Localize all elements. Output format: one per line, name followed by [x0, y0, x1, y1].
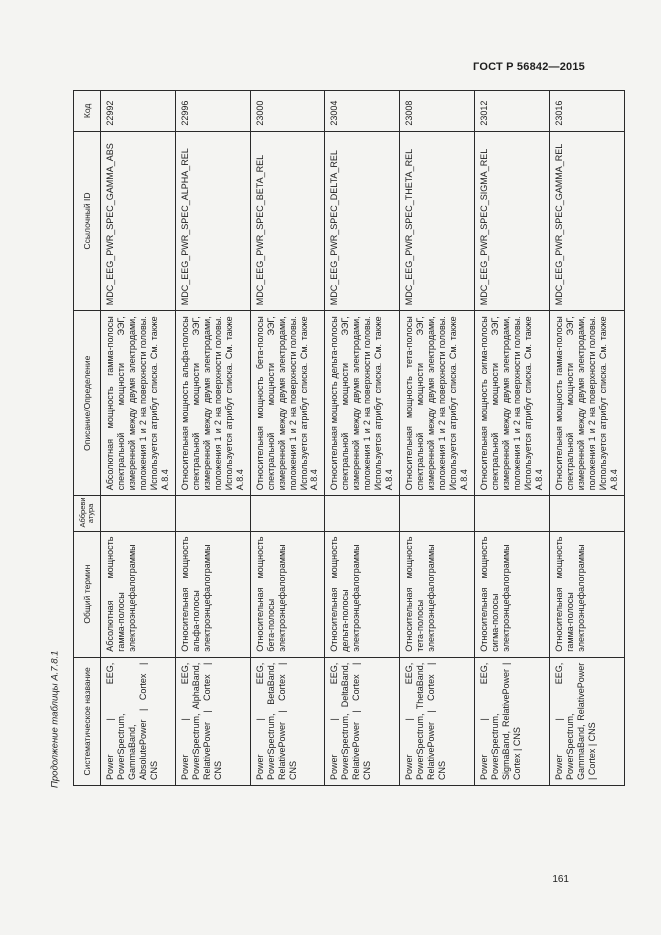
- header-reference-id: Ссылочный ID: [74, 131, 101, 311]
- eeg-terms-table: [73, 90, 625, 786]
- document-standard-number: ГОСТ Р 56842—2015: [473, 61, 585, 73]
- cell-description: Относительная мощность гамма-полосы спектральной мощности ЭЭГ, измеренной между двумя электродами, положения 1 и 2 на поверхности головы. Используется атрибут списка. См. также А.8.4: [549, 311, 624, 496]
- table-row: [549, 91, 624, 786]
- cell-abbreviation: [325, 496, 400, 531]
- cell-common-term: Относительная мощность дельта-полосы электроэнцефалограммы: [325, 531, 400, 657]
- cell-description: Относительная мощность альфа-полосы спектральной мощности ЭЭГ, измеренной между двумя электродами, положения 1 и 2 на поверхности головы. Используется атрибут списка. См. также А.8.4: [175, 311, 250, 496]
- cell-code: 23008: [400, 91, 475, 132]
- cell-systematic-name: Power | EEG, PowerSpectrum, GammaBand, AbsolutePower | Cortex | CNS: [101, 657, 176, 785]
- cell-description: Относительная мощность бета-полосы спектральной мощности ЭЭГ, измеренной между двумя электродами, положения 1 и 2 на поверхности головы. Используется атрибут списка. См. также А.8.4: [250, 311, 325, 496]
- cell-reference-id: MDC_EEG_PWR_SPEC_THETA_REL: [400, 131, 475, 311]
- table-row: [101, 91, 176, 786]
- cell-reference-id: MDC_EEG_PWR_SPEC_BETA_REL: [250, 131, 325, 311]
- table-row: [475, 91, 550, 786]
- cell-code: 22996: [175, 91, 250, 132]
- cell-reference-id: MDC_EEG_PWR_SPEC_DELTA_REL: [325, 131, 400, 311]
- cell-common-term: Относительная мощность сигма-полосы электроэнцефалограммы: [475, 531, 550, 657]
- cell-reference-id: MDC_EEG_PWR_SPEC_GAMMA_REL: [549, 131, 624, 311]
- cell-systematic-name: Power | EEG, PowerSpectrum, GammaBand, RelativePower | Cortex | CNS: [549, 657, 624, 785]
- page-number: 161: [552, 874, 569, 885]
- cell-abbreviation: [101, 496, 176, 531]
- cell-common-term: Относительная мощность альфа-полосы электроэнцефалограммы: [175, 531, 250, 657]
- table-caption: [48, 88, 61, 788]
- cell-description: Относительная мощность дельта-полосы спектральной мощности ЭЭГ, измеренной между двумя электродами, положения 1 и 2 на поверхности головы. Используется атрибут списка. См. также А.8.4: [325, 311, 400, 496]
- cell-systematic-name: Power | EEG, PowerSpectrum, DeltaBand, RelativePower | Cortex | CNS: [325, 657, 400, 785]
- header-code: Код: [74, 91, 101, 132]
- table-region: [73, 90, 619, 786]
- header-common-term: Общий термин: [74, 531, 101, 657]
- header-abbreviation: Аббреви атура: [74, 496, 101, 531]
- cell-code: 23004: [325, 91, 400, 132]
- cell-abbreviation: [475, 496, 550, 531]
- cell-description: Относительная мощность тета-полосы спектральной мощности ЭЭГ, измеренной между двумя электродами, положения 1 и 2 на поверхности головы. Используется атрибут списка. См. также А.8.4: [400, 311, 475, 496]
- table-header-row: [74, 91, 101, 786]
- table-row: [175, 91, 250, 786]
- cell-code: 23012: [475, 91, 550, 132]
- cell-reference-id: MDC_EEG_PWR_SPEC_GAMMA_ABS: [101, 131, 176, 311]
- cell-abbreviation: [549, 496, 624, 531]
- cell-abbreviation: [250, 496, 325, 531]
- cell-code: 22992: [101, 91, 176, 132]
- cell-systematic-name: Power | EEG, PowerSpectrum, SigmaBand, RelativePower | Cortex | CNS: [475, 657, 550, 785]
- header-systematic-name: Систематическое название: [74, 657, 101, 785]
- cell-systematic-name: Power | EEG, PowerSpectrum, ThetaBand, RelativePower | Cortex | CNS: [400, 657, 475, 785]
- table-row: [250, 91, 325, 786]
- cell-abbreviation: [400, 496, 475, 531]
- cell-systematic-name: Power | EEG, PowerSpectrum, BetaBand, RelativePower | Cortex | CNS: [250, 657, 325, 785]
- cell-abbreviation: [175, 496, 250, 531]
- table-row: [400, 91, 475, 786]
- cell-reference-id: MDC_EEG_PWR_SPEC_SIGMA_REL: [475, 131, 550, 311]
- cell-code: 23016: [549, 91, 624, 132]
- cell-reference-id: MDC_EEG_PWR_SPEC_ALPHA_REL: [175, 131, 250, 311]
- cell-common-term: Относительная мощность гамма-полосы электроэнцефалограммы: [549, 531, 624, 657]
- table-row: [325, 91, 400, 786]
- table-caption-text: Продолжение таблицы А.7.8.1: [49, 650, 60, 788]
- cell-common-term: Относительная мощность бета-полосы электроэнцефалограммы: [250, 531, 325, 657]
- cell-code: 23000: [250, 91, 325, 132]
- cell-common-term: Абсолютная мощность гамма-полосы электроэнцефалограммы: [101, 531, 176, 657]
- cell-description: Абсолютная мощность гамма-полосы спектральной мощности ЭЭГ, измеренной между двумя электродами, положения 1 и 2 на поверхности головы. Используется атрибут списка. См. также А.8.4: [101, 311, 176, 496]
- cell-systematic-name: Power | EEG, PowerSpectrum, AlphaBand, RelativePower | Cortex | CNS: [175, 657, 250, 785]
- cell-description: Относительная мощность сигма-полосы спектральной мощности ЭЭГ, измеренной между двумя электродами, положения 1 и 2 на поверхности головы. Используется атрибут списка. См. также А.8.4: [475, 311, 550, 496]
- cell-common-term: Относительная мощность тета-полосы электроэнцефалограммы: [400, 531, 475, 657]
- rotated-table-wrapper: [73, 90, 619, 786]
- header-description: Описание/Определение: [74, 311, 101, 496]
